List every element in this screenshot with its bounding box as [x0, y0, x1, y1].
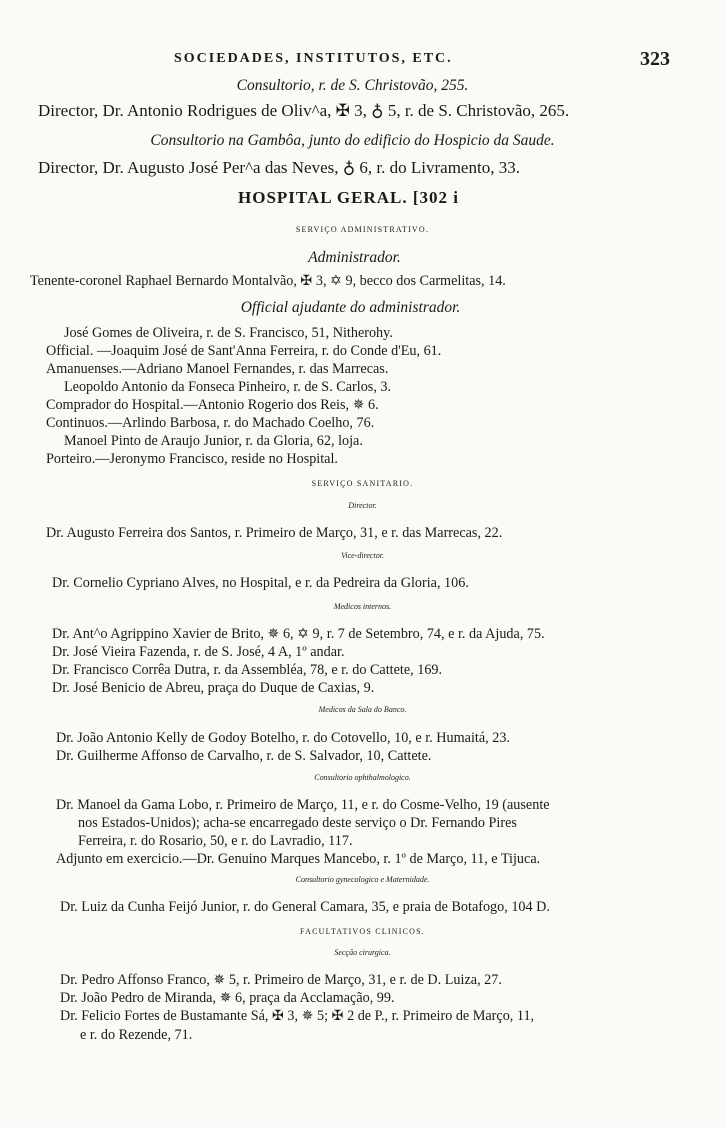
entry-official: Official. —Joaquim José de Sant'Anna Ferreira, r. do Conde d'Eu, 61. — [46, 343, 442, 359]
entry-affonso-franco: Dr. Pedro Affonso Franco, ✵ 5, r. Primeiro de Março, 31, e r. de D. Luiza, 27. — [60, 972, 502, 988]
heading-medicos-internos: Medicos internos. — [333, 602, 392, 611]
heading-gynecologico: Consultorio gynecologico e Maternidade. — [295, 875, 430, 884]
heading-administrador: Administrador. — [308, 249, 401, 266]
entry-adjunto: Adjunto em exercicio.—Dr. Genuino Marques Mancebo, r. 1º de Março, 11, e Tijuca. — [56, 851, 541, 867]
entry-bustamante-1: Dr. Felicio Fortes de Bustamante Sá, ✠ 3, ✵ 5; ✠ 2 de P., r. Primeiro de Março, 11, — [60, 1008, 535, 1024]
entry-gama-lobo-1: Dr. Manoel da Gama Lobo, r. Primeiro de Março, 11, e r. do Cosme-Velho, 19 (ausente — [56, 797, 550, 813]
entry-vice-director: Dr. Cornelio Cypriano Alves, no Hospital, e r. da Pedreira da Gloria, 106. — [52, 575, 469, 591]
running-title: SOCIEDADES, INSTITUTOS, ETC. — [174, 51, 453, 66]
entry-director-santos: Dr. Augusto Ferreira dos Santos, r. Primeiro de Março, 31, e r. das Marrecas, 22. — [46, 525, 503, 541]
entry-comprador: Comprador do Hospital.—Antonio Rogerio dos Reis, ✵ 6. — [46, 397, 379, 413]
section-title-hospital-geral: HOSPITAL GERAL. [302 i — [238, 188, 459, 207]
entry-miranda: Dr. João Pedro de Miranda, ✵ 6, praça da Acclamação, 99. — [60, 990, 395, 1006]
entry-benicio-abreu: Dr. José Benicio de Abreu, praça do Duque de Caxias, 9. — [52, 680, 375, 696]
director-oliveira-line: Director, Dr. Antonio Rodrigues de Oliv^a, ✠ 3, ♁ 5, r. de S. Christovão, 265. — [38, 101, 570, 120]
page-number: 323 — [640, 48, 670, 70]
entry-correa-dutra: Dr. Francisco Corrêa Dutra, r. da Assembléa, 78, e r. do Cattete, 169. — [52, 662, 443, 678]
subsection-facultativos: FACULTATIVOS CLINICOS. — [300, 927, 425, 936]
entry-vieira-fazenda: Dr. José Vieira Fazenda, r. de S. José, 4 A, 1º andar. — [52, 644, 345, 660]
consultorio-gamboa: Consultorio na Gambôa, junto do edificio do Hospicio da Saude. — [150, 132, 555, 149]
entry-kelly-botelho: Dr. João Antonio Kelly de Godoy Botelho, r. do Cotovello, 10, e r. Humaitá, 23. — [56, 730, 510, 746]
entry-carvalho: Dr. Guilherme Affonso de Carvalho, r. de S. Salvador, 10, Cattete. — [56, 748, 432, 764]
entry-agrippino: Dr. Ant^o Agrippino Xavier de Brito, ✵ 6, ✡ 9, r. 7 de Setembro, 74, e r. da Ajuda, 75. — [52, 626, 545, 642]
subsection-servico-administrativo: SERVIÇO ADMINISTRATIVO. — [295, 225, 430, 234]
heading-sala-do-banco: Medicos da Sala do Banco. — [318, 705, 407, 714]
entry-manoel-pinto: Manoel Pinto de Araujo Junior, r. da Gloria, 62, loja. — [64, 433, 363, 449]
entry-bustamante-2: e r. do Rezende, 71. — [80, 1027, 193, 1043]
entry-feijo-junior: Dr. Luiz da Cunha Feijó Junior, r. do General Camara, 35, e praia de Botafogo, 104 D. — [60, 899, 550, 915]
entry-administrador: Tenente-coronel Raphael Bernardo Montalvão, ✠ 3, ✡ 9, becco dos Carmelitas, 14. — [30, 273, 506, 289]
heading-ophthalmologico: Consultorio ophthalmologico. — [314, 773, 411, 782]
heading-director: Director. — [348, 501, 377, 510]
entry-jose-gomes: José Gomes de Oliveira, r. de S. Francisco, 51, Nitherohy. — [64, 325, 393, 341]
entry-gama-lobo-3: Ferreira, r. do Rosario, 50, e r. do Lavradio, 117. — [78, 833, 353, 849]
entry-leopoldo: Leopoldo Antonio da Fonseca Pinheiro, r. de S. Carlos, 3. — [64, 379, 392, 395]
entry-gama-lobo-2: nos Estados-Unidos); acha-se encarregado deste serviço o Dr. Fernando Pires — [78, 815, 517, 831]
entry-continuos: Continuos.—Arlindo Barbosa, r. do Machado Coelho, 76. — [46, 415, 375, 431]
entry-amanuenses: Amanuenses.—Adriano Manoel Fernandes, r. das Marrecas. — [46, 361, 389, 377]
entry-porteiro: Porteiro.—Jeronymo Francisco, reside no Hospital. — [46, 451, 338, 467]
consultorio-sao-christovao: Consultorio, r. de S. Christovão, 255. — [236, 77, 469, 94]
heading-seccao-cirurgica: Secção cirurgica. — [334, 948, 391, 957]
director-neves-line: Director, Dr. Augusto José Per^a das Neves, ♁ 6, r. do Livramento, 33. — [38, 158, 520, 177]
heading-vice-director: Vice-director. — [341, 551, 384, 560]
subsection-servico-sanitario: SERVIÇO SANITARIO. — [311, 479, 414, 488]
heading-official-ajudante: Official ajudante do administrador. — [240, 299, 461, 316]
